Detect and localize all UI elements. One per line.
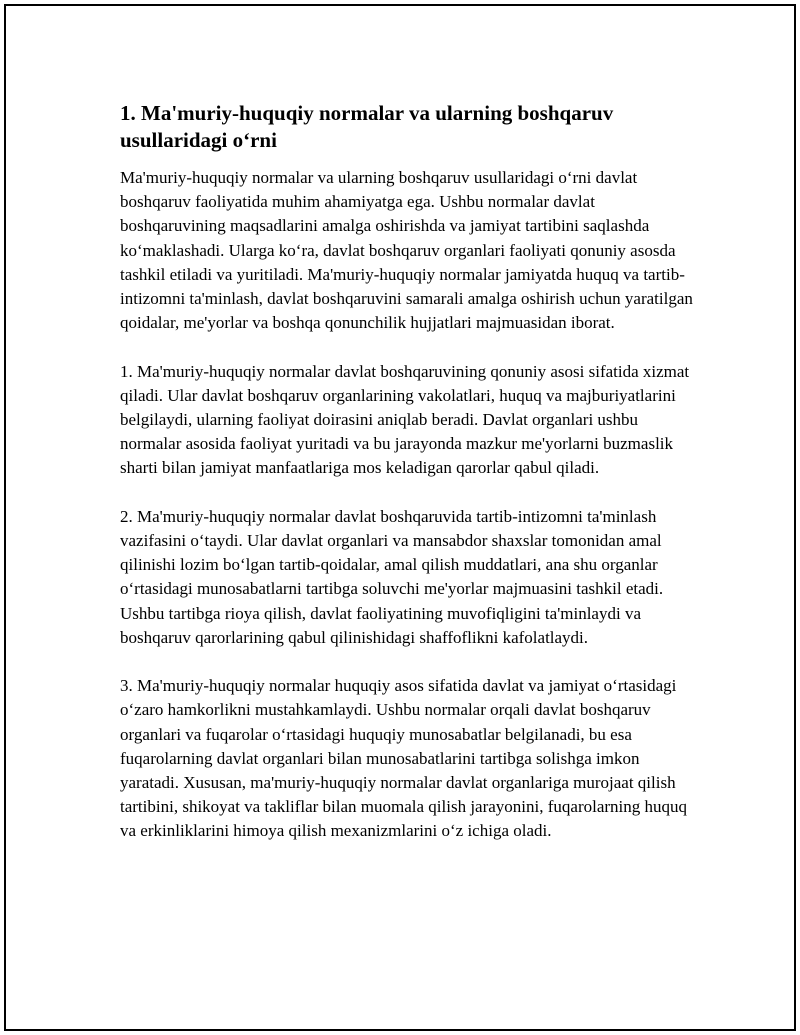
paragraph-point-3: 3. Ma'muriy-huquqiy normalar huquqiy asos sifatida davlat va jamiyat o‘rtasidagi o‘zaro hamkorlikni mustahkamlaydi. Ushbu normalar orqali davlat boshqaruv organlari va fuqarolar o‘rtasidagi huquqiy munosabatlar belgilanadi, bu esa fuqarolarning davlat organlari bilan munosabatlarini tartibga solishga imkon yaratadi. Xususan, ma'muriy-huquqiy normalar davlat organlariga murojaat qilish tartibini, shikoyat va takliflar bilan muomala qilish jarayonini, fuqarolarning huquq va erkinliklarini himoya qilish mexanizmlarini o‘z ichiga oladi. xyxy=(120,676,688,841)
page-frame xyxy=(4,4,796,1031)
document-title: 1. Ma'muriy-huquqiy normalar va ularning boshqaruv usullaridagi o‘rni xyxy=(120,101,614,152)
document-body xyxy=(120,100,700,868)
paragraph-point-2: 2. Ma'muriy-huquqiy normalar davlat boshqaruvida tartib-intizomni ta'minlash vazifasini o‘taydi. Ular davlat organlari va mansabdor shaxslar tomonidan amal qilinishi lozim bo‘lgan tartib-qoidalar, amal qilish muddatlari, ana shu organlar o‘rtasidagi munosabatlarni tartibga soluvchi me'yorlar majmuasini tashkil etadi. Ushbu tartibga rioya qilish, davlat faoliyatining muvofiqligini ta'minlaydi va boshqaruv qarorlarining qabul qilinishidagi shaffoflikni kafolatlaydi. xyxy=(120,506,664,647)
paragraph-point-1: 1. Ma'muriy-huquqiy normalar davlat boshqaruvining qonuniy asosi sifatida xizmat qiladi. Ular davlat boshqaruv organlarining vakolatlari, huquq va majburiyatlarini belgilaydi, ularning faoliyat doirasini aniqlab beradi. Davlat organlari ushbu normalar asosida faoliyat yuritadi va bu jarayonda mazkur me'yorlarni buzmaslik sharti bilan jamiyat manfaatlariga mos keladigan qarorlar qabul qiladi. xyxy=(120,361,690,478)
intro-paragraph: Ma'muriy-huquqiy normalar va ularning boshqaruv usullaridagi o‘rni davlat boshqaruv faoliyatida muhim ahamiyatga ega. Ushbu normalar davlat boshqaruvining maqsadlarini amalga oshirishda va jamiyat tartibini saqlashda ko‘maklashadi. Ularga ko‘ra, davlat boshqaruv organlari faoliyati qonuniy asosda tashkil etiladi va yuritiladi. Ma'muriy-huquqiy normalar jamiyatda huquq va tartib-intizomni ta'minlash, davlat boshqaruvini samarali amalga oshirish uchun yaratilgan qoidalar, me'yorlar va boshqa qonunchilik hujjatlari majmuasidan iborat. xyxy=(120,168,693,333)
